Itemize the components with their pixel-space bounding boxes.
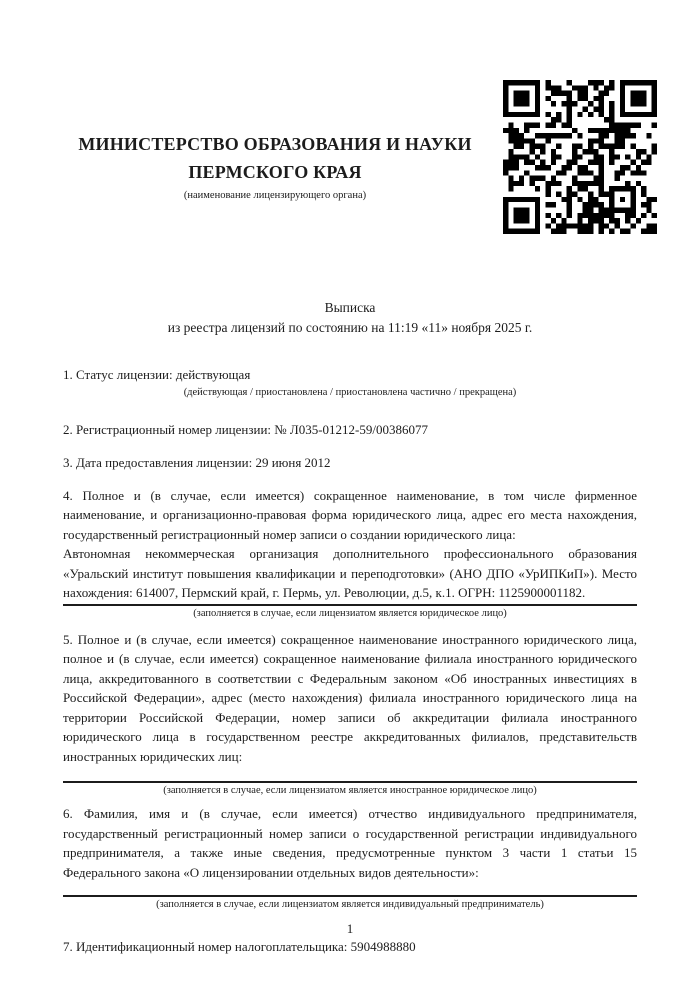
blank-answer-space bbox=[63, 882, 637, 894]
clause-text: 5. Полное и (в случае, если имеется) сокращенное наименование иностранного юридического лица, полное и (в случае, если имеется) сокращенное наименование филиала иностранного юридического лица, аккредитованного в соответствии с Федеральным законом «Об иностранных инвестициях в Российской Федерации», адрес (место нахождения) филиала иностранного юридического лица на территории Российской Федерации, номер записи об аккредитации филиала иностранного юридического лица в государственном реестре аккредитованных филиалов, представительств иностранных юридических лиц: bbox=[63, 631, 637, 764]
clause-legal-entity bbox=[63, 486, 637, 621]
clause-text: 1. Статус лицензии: действующая bbox=[63, 367, 251, 382]
clause-text: 7. Идентификационный номер налогоплательщика: 5904988880 bbox=[63, 939, 416, 954]
clause-text: 4. Полное и (в случае, если имеется) сокращенное наименование, в том числе фирменное наименование, и организационно-правовая форма юридического лица, адрес его места нахождения, государственный регистрационный номер записи о создании юридического лица: bbox=[63, 487, 637, 542]
clause-value: Автономная некоммерческая организация дополнительного профессионального образования «Уральский институт повышения квалификации и переподготовки» (АНО ДПО «УрИПКиП»). Место нахождения: 614007, Пермский край, г. Пермь, ул. Революции, д.5, к.1. ОГРН: 1125900001182. bbox=[63, 546, 637, 600]
clause-caption: (заполняется в случае, если лицензиатом является юридическое лицо) bbox=[193, 607, 507, 619]
document-title bbox=[63, 298, 637, 337]
clause-taxpayer-number bbox=[63, 937, 637, 957]
clause-caption: (действующая / приостановлена / приостановлена частично / прекращена) bbox=[183, 386, 517, 398]
ministry-name-line2: ПЕРМСКОГО КРАЯ bbox=[188, 161, 362, 182]
clause-foreign-entity bbox=[63, 630, 637, 799]
ministry-header bbox=[63, 131, 487, 201]
licensing-authority-caption: (наименование лицензирующего органа) bbox=[183, 189, 367, 201]
blank-answer-space bbox=[63, 766, 637, 780]
clause-caption: (заполняется в случае, если лицензиатом является иностранное юридическое лицо) bbox=[163, 785, 537, 796]
clause-text: 2. Регистрационный номер лицензии: № Л035-01212-59/00386077 bbox=[63, 421, 429, 437]
document-title-line1: Выписка bbox=[324, 300, 376, 315]
qr-code-icon bbox=[503, 80, 657, 234]
page-number: 1 bbox=[346, 921, 354, 936]
document-body bbox=[63, 365, 637, 957]
clause-caption: (заполняется в случае, если лицензиатом является индивидуальный предприниматель) bbox=[156, 899, 544, 910]
clause-individual-entrepreneur bbox=[63, 804, 637, 912]
clause-registration-number bbox=[63, 420, 637, 440]
document-title-line2: из реестра лицензий по состоянию на 11:19 «11» ноября 2025 г. bbox=[167, 319, 533, 335]
clause-license-status bbox=[63, 365, 637, 400]
clause-text: 6. Фамилия, имя и (в случае, если имеется) отчество индивидуального предпринимателя, государственный регистрационный номер записи о государственной регистрации индивидуального предпринимателя, а также иные сведения, предусмотренные пунктом 3 части 1 статьи 15 Федерального закона «О лицензировании отдельных видов деятельности»: bbox=[63, 806, 637, 880]
clause-license-date bbox=[63, 453, 637, 473]
clause-text: 3. Дата предоставления лицензии: 29 июня 2012 bbox=[63, 455, 331, 470]
ministry-name-line1: МИНИСТЕРСТВО ОБРАЗОВАНИЯ И НАУКИ bbox=[78, 134, 472, 154]
